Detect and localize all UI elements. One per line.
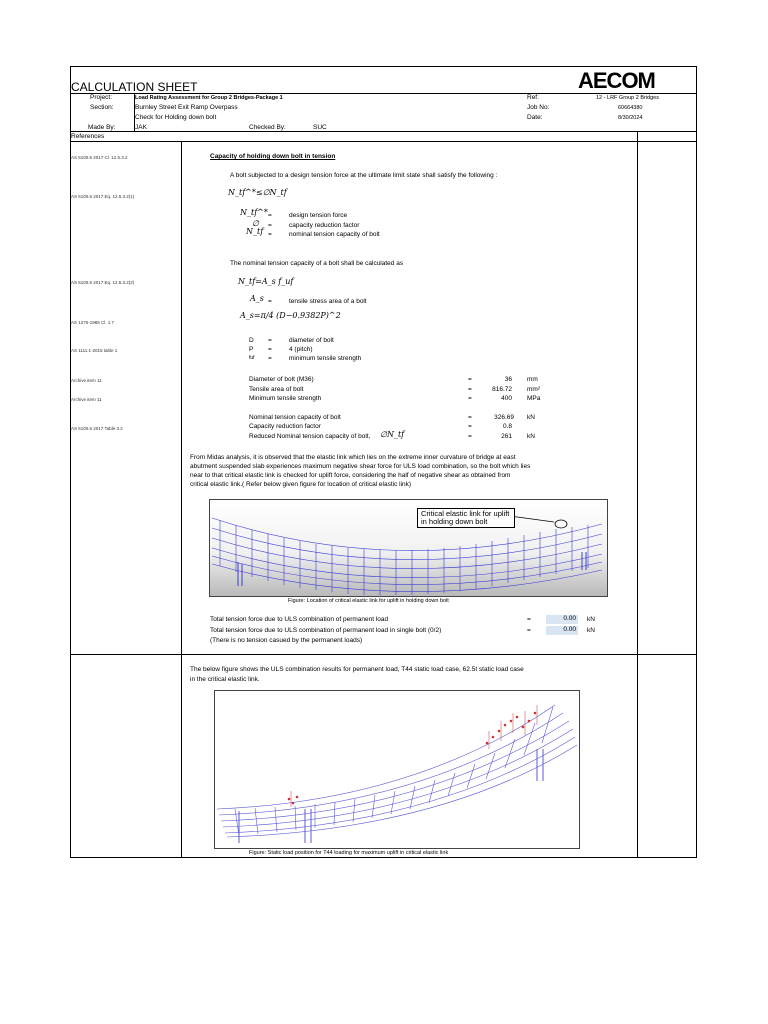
symbol: N_tf^* [240,208,268,217]
equals-sign: = [468,423,472,430]
equals-sign: = [268,222,272,229]
tension-label: Total tension force due to ULS combination of permanent load in single bolt (0/2) [210,627,442,634]
checked-by-value: SUC [313,124,327,131]
reference-note: AS 1111.1-2015 table 1 [71,348,118,353]
symbol: P [249,346,254,353]
definition-text: diameter of bolt [289,337,334,344]
equation-3: A_s=π/4 (D−0.9382P)^2 [240,311,341,320]
reference-note: AS 1275-1985 Cl. 1.7 [71,320,115,325]
paragraph-line: in the critical elastic link. [190,676,260,683]
value-number: 36 [504,376,512,383]
made-by-label: Made By: [88,124,116,131]
symbol: ∅N_tf [380,430,405,439]
symbol: ∅ [252,219,259,228]
column-divider [637,131,638,858]
equals-sign: = [468,414,472,421]
static-load-figure [214,690,580,849]
tension-value[interactable]: 0.00 [546,626,578,635]
value-number: 326.69 [494,414,514,421]
figure-caption: Figure: Location of critical elastic link for uplift in holding down bolt [288,598,449,604]
value-unit: mm² [527,386,540,393]
bridge-mesh-drawing [210,500,607,596]
references-label: References [71,133,105,140]
equals-sign: = [468,395,472,402]
callout-label: Critical elastic link for uplift in holding down bolt [417,508,515,528]
value-unit: mm [527,376,538,383]
bridge-model-figure [209,499,608,597]
value-unit: kN [587,627,595,634]
value-unit: kN [587,616,595,623]
aecom-logo: AECOM [578,68,655,93]
symbol: D [249,337,254,344]
symbol: N_tf [246,227,264,236]
static-load-drawing [215,691,579,848]
definition-text: 4 (pitch) [289,346,313,353]
checked-by-label: Checked By: [249,124,286,131]
paragraph-line: abutment suspended slab experiences maximum negative shear force for ULS load combination, so the bolt which lies [190,463,531,470]
tension-note: (There is no tension casued by the permanent loads) [210,637,363,644]
definition-text: tensile stress area of a bolt [289,298,367,305]
equals-sign: = [468,433,472,440]
equals-sign: = [268,355,272,362]
project-label: Project: [90,94,113,101]
reference-note: AS 5100.6 2017 Table 3.2 [71,426,123,431]
definition-text: design tension force [289,212,348,219]
ref-value: 12 - LRF Group 2 Bridges [596,95,659,101]
equals-sign: = [268,231,272,238]
equals-sign: = [268,212,272,219]
equals-sign: = [468,376,472,383]
equals-sign: = [527,616,531,623]
symbol: A_s [250,294,264,303]
reference-note: AS 5100.6 2017 Eq. 12.5.3.2(1) [71,194,135,199]
section-heading: Capacity of holding down bolt in tension [210,153,336,160]
equation-2: N_tf=A_s f_uf [238,277,294,286]
equals-sign: = [527,627,531,634]
equals-sign: = [468,386,472,393]
value-label: Minimum tensile strength [249,395,322,402]
reference-note: Archive item 11 [71,378,102,383]
paragraph-line: critical elastic link.( Refer below given figure for location of critical elastic link) [190,481,412,488]
value-number: 261 [501,433,512,440]
definition-text: capacity reduction factor [289,222,360,229]
section-label: Section: [90,104,114,111]
definition-text: nominal tension capacity of bolt [289,231,380,238]
equals-sign: = [268,337,272,344]
sheet-title: CALCULATION SHEET [71,80,198,94]
value-number: 816.72 [492,386,512,393]
reference-note: AS 5100.6 2017 Cl. 12.5.3.2 [71,155,128,160]
reference-note: AS 5100.6 2017 Eq. 12.5.3.2(2) [71,280,135,285]
intro-text: A bolt subjected to a design tension force at the ultimate limit state shall satisfy the following : [230,172,498,179]
tension-value[interactable]: 0.00 [546,615,578,624]
symbol: fuf [249,355,255,361]
value-number: 0.8 [502,423,512,430]
divider [70,141,697,142]
project-value: Load Rating Assessment for Group 2 Bridges-Package 1 [135,95,283,101]
section-value: Burnley Street Exit Ramp Overpass [135,104,238,111]
tension-label: Total tension force due to ULS combination of permanent load [210,616,389,623]
figure-caption: Figure: Static load position for T44 loading for maximum uplift in critical elastic link [249,850,449,856]
jobno-label: Job No: [527,104,550,111]
equals-sign: = [268,346,272,353]
reference-note: Archive item 11 [71,397,102,402]
value-unit: MPa [527,395,541,402]
value-unit: kN [527,433,535,440]
equals-sign: = [268,298,272,305]
value-label: Capacity reduction factor [249,423,321,430]
column-divider [181,141,182,858]
divider [70,93,697,94]
paragraph-line: The below figure shows the ULS combination results for permanent load, T44 static load case, 62.5t static load case [190,666,524,673]
paragraph-line: From Midas analysis, it is observed that the elastic link which lies on the extreme inner curvature of bridge at east [190,454,516,461]
section-subvalue: Check for Holding down bolt [135,114,217,121]
ref-label: Ref: [527,94,539,101]
value-label: Tensile area of bolt [249,386,304,393]
equation-1: N_tf^*≤∅N_tf [228,188,287,197]
jobno-value: 60664380 [618,105,643,111]
date-label: Date: [527,114,543,121]
value-label: Diameter of bolt (M36) [249,376,314,383]
made-by-value: JAK [135,124,147,131]
date-value: 8/30/2024 [618,115,643,121]
value-number: 400 [501,395,512,402]
divider [70,654,697,655]
nominal-intro: The nominal tension capacity of a bolt shall be calculated as [230,260,404,267]
divider [70,131,697,132]
value-unit: kN [527,414,535,421]
value-label: Nominal tension capacity of bolt [249,414,341,421]
definition-text: minimum tensile strength [289,355,362,362]
value-label: Reduced Nominal tension capacity of bolt, [249,433,371,440]
paragraph-line: near to that critical elastic link is checked for uplift force, considering the half of negative shear as obtained from [190,472,511,479]
